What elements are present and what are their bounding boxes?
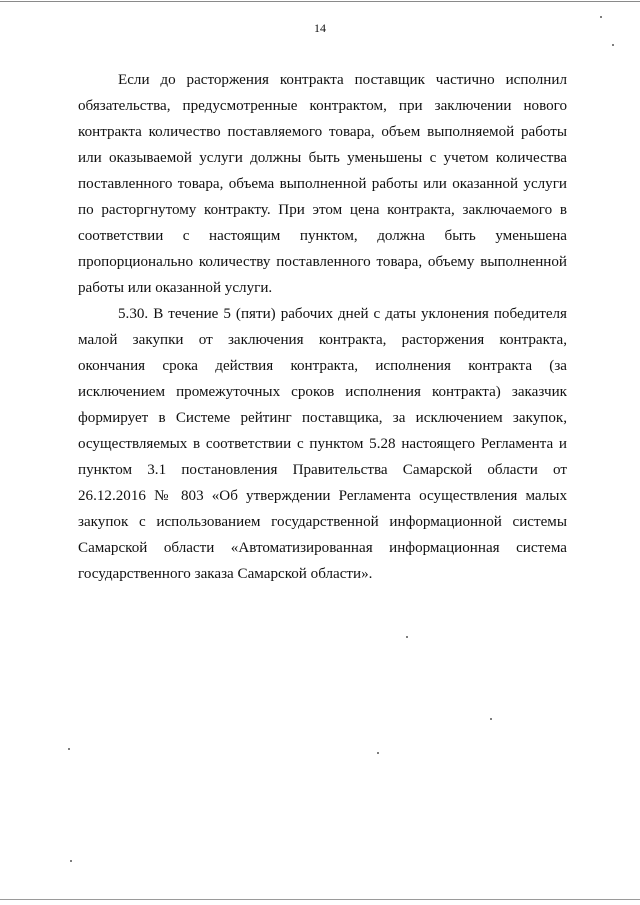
scan-speck <box>600 16 602 18</box>
scan-speck <box>70 860 72 862</box>
scan-speck <box>612 44 614 46</box>
paragraph-5-30: 5.30. В течение 5 (пяти) рабочих дней с даты уклонения победителя малой закупки от заключения контракта, расторжения контракта, окончания срока действия контракта, исполнения контракта (за исключением промежуточных сроков исполнения контракта) заказчик формирует в Системе рейтинг поставщика, за исключением закупок, осуществляемых в соответствии с пунктом 5.28 настоящего Регламента и пунктом 3.1 постановления Правительства Самарской области от 26.12.2016 № 803 «Об утверждении Регламента осуществления малых закупок с использованием государственной информационной системы Самарской области «Автоматизированная информационная система государственного заказа Самарской области». <box>78 306 567 582</box>
scan-speck <box>406 636 408 638</box>
page-top-edge <box>0 1 640 2</box>
scan-speck <box>490 718 492 720</box>
document-body <box>78 67 567 587</box>
page-bottom-edge <box>0 899 640 900</box>
page-number: 14 <box>314 21 326 35</box>
scan-speck <box>68 748 70 750</box>
scan-speck <box>377 752 379 754</box>
paragraph-contract-reduction: Если до расторжения контракта поставщик частично исполнил обязательства, предусмотренные контрактом, при заключении нового контракта количество поставляемого товара, объем выполняемой работы или оказываемой услуги должны быть уменьшены с учетом количества поставленного товара, объема выполненной работы или оказанной услуги по расторгнутому контракту. При этом цена контракта, заключаемого в соответствии с настоящим пунктом, должна быть уменьшена пропорционально количеству поставленного товара, объему выполненной работы или оказанной услуги. <box>78 72 567 296</box>
